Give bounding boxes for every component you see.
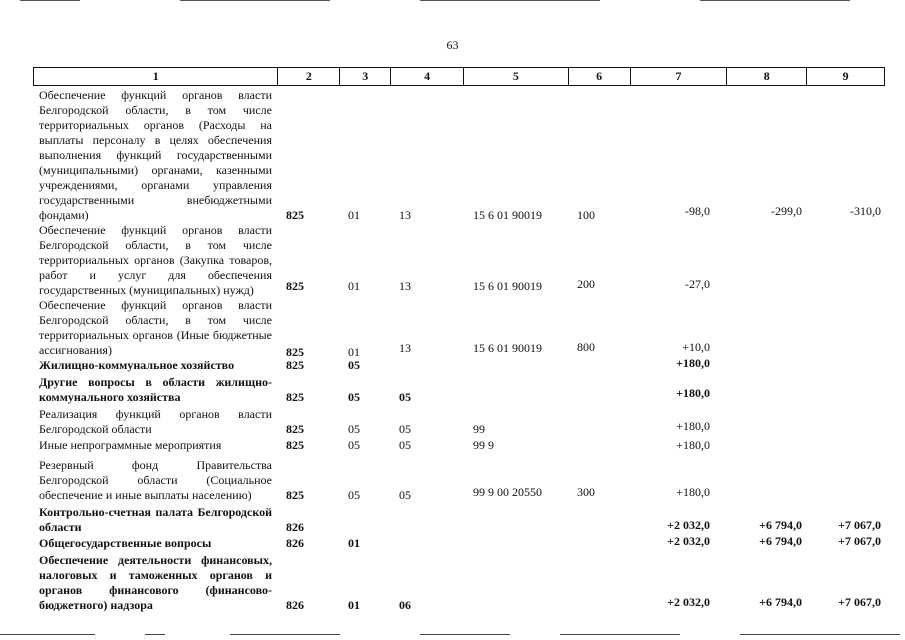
header-col-7: 7 xyxy=(631,68,728,85)
row-col-7: +2 032,0 xyxy=(667,595,710,609)
row-name: Общегосударственные вопросы xyxy=(39,536,212,550)
row-col-4: 05 xyxy=(399,488,411,502)
row-col-4: 06 xyxy=(399,598,411,612)
header-col-1: 1 xyxy=(34,68,278,85)
row-col-9: +7 067,0 xyxy=(838,595,881,609)
table-row xyxy=(0,437,905,453)
table-row xyxy=(0,503,905,535)
row-name: Обеспечение функций органов власти Белгородской области, в том числе территориальных органов (Иные бюджетные ассигнования) xyxy=(39,298,272,357)
row-col-3: 01 xyxy=(348,279,360,293)
row-col-3: 01 xyxy=(348,208,360,222)
row-col-2: 825 xyxy=(286,422,304,436)
row-col-7: +180,0 xyxy=(676,438,710,452)
header-col-6: 6 xyxy=(569,68,631,85)
row-col-5: 99 9 xyxy=(473,438,494,452)
row-col-6: 300 xyxy=(577,485,595,499)
row-col-8: +6 794,0 xyxy=(759,534,802,548)
row-col-7: +180,0 xyxy=(676,485,710,499)
row-col-2: 826 xyxy=(286,520,304,534)
row-col-9: -310,0 xyxy=(850,204,881,218)
row-col-9: +7 067,0 xyxy=(838,534,881,548)
row-col-2: 825 xyxy=(286,390,304,404)
table-row xyxy=(0,405,905,437)
row-col-3: 05 xyxy=(348,422,360,436)
row-col-4: 05 xyxy=(399,422,411,436)
row-name: Обеспечение функций органов власти Белгородской области, в том числе территориальных органов (Закупка товаров, работ и услуг для обеспечения государственных (муниципальных) нужд) xyxy=(39,223,272,297)
row-col-6: 100 xyxy=(577,208,595,222)
row-col-6: 800 xyxy=(577,340,595,354)
table-body xyxy=(0,89,905,613)
row-name: Резервный фонд Правительства Белгородской области (Социальное обеспечение и иные выплаты населению) xyxy=(39,458,272,502)
row-col-3: 01 xyxy=(348,536,360,550)
header-col-3: 3 xyxy=(340,68,391,85)
row-col-6: 200 xyxy=(577,277,595,291)
row-col-2: 825 xyxy=(286,488,304,502)
row-col-5: 15 6 01 90019 xyxy=(473,279,542,293)
header-col-9: 9 xyxy=(842,69,849,83)
row-col-8: -299,0 xyxy=(771,204,802,218)
row-col-8: +6 794,0 xyxy=(759,518,802,532)
row-col-7: +2 032,0 xyxy=(667,534,710,548)
table-row xyxy=(0,358,905,373)
row-col-5: 15 6 01 90019 xyxy=(473,341,542,355)
row-col-5: 99 xyxy=(473,422,485,436)
row-col-4: 13 xyxy=(399,341,411,355)
table-row xyxy=(0,373,905,405)
row-col-7: +10,0 xyxy=(682,340,710,354)
row-col-4: 05 xyxy=(399,438,411,452)
row-col-3: 05 xyxy=(348,438,360,452)
row-col-2: 825 xyxy=(286,358,304,372)
row-name: Реализация функций органов власти Белгородской области xyxy=(39,407,272,436)
row-col-8: +6 794,0 xyxy=(759,595,802,609)
table-row xyxy=(0,223,905,298)
row-name: Обеспечение функций органов власти Белгородской области, в том числе территориальных органов (Расходы на выплаты персоналу в целях обеспечения выполнения функций государственными (муниципальными) органами, казенными учреждениями, органами управления государственными внебюджетными фондами) xyxy=(39,88,272,222)
row-col-2: 825 xyxy=(286,208,304,222)
row-name: Контрольно-счетная палата Белгородской области xyxy=(39,505,272,534)
header-col-5: 5 xyxy=(464,68,569,85)
row-col-9: +7 067,0 xyxy=(838,518,881,532)
row-col-3: 05 xyxy=(348,488,360,502)
row-name: Жилищно-коммунальное хозяйство xyxy=(39,358,235,372)
row-name: Другие вопросы в области жилищно-коммунального хозяйства xyxy=(39,375,272,404)
page-number: 63 xyxy=(446,38,459,52)
table-row xyxy=(0,453,905,503)
row-col-7: +180,0 xyxy=(676,356,710,370)
row-col-2: 826 xyxy=(286,536,304,550)
row-col-4: 05 xyxy=(399,390,411,404)
row-name: Иные непрограммные мероприятия xyxy=(39,438,222,452)
row-col-2: 825 xyxy=(286,279,304,293)
row-col-2: 825 xyxy=(286,345,304,359)
row-col-7: +180,0 xyxy=(676,386,710,400)
row-col-7: -98,0 xyxy=(685,204,710,218)
table-row xyxy=(0,298,905,358)
header-col-2: 2 xyxy=(278,68,340,85)
row-col-3: 05 xyxy=(348,390,360,404)
row-col-3: 01 xyxy=(348,345,360,359)
row-name: Обеспечение деятельности финансовых, налоговых и таможенных органов и органов финансового (финансово-бюджетного) надзора xyxy=(39,553,272,612)
row-col-5: 15 6 01 90019 xyxy=(473,208,542,222)
row-col-7: +180,0 xyxy=(676,419,710,433)
table-row xyxy=(0,551,905,613)
header-col-4: 4 xyxy=(391,68,464,85)
table-row xyxy=(0,535,905,551)
table-row xyxy=(0,89,905,223)
row-col-2: 826 xyxy=(286,598,304,612)
row-col-7: -27,0 xyxy=(685,277,710,291)
row-col-3: 01 xyxy=(348,598,360,612)
table-header xyxy=(33,67,885,86)
row-col-4: 13 xyxy=(399,279,411,293)
row-col-5: 99 9 00 20550 xyxy=(473,485,542,499)
row-col-4: 13 xyxy=(399,208,411,222)
bottom-scan-lines xyxy=(0,633,905,636)
row-col-7: +2 032,0 xyxy=(667,518,710,532)
row-col-2: 825 xyxy=(286,438,304,452)
row-col-3: 05 xyxy=(348,358,360,372)
header-col-8: 8 xyxy=(727,68,807,85)
